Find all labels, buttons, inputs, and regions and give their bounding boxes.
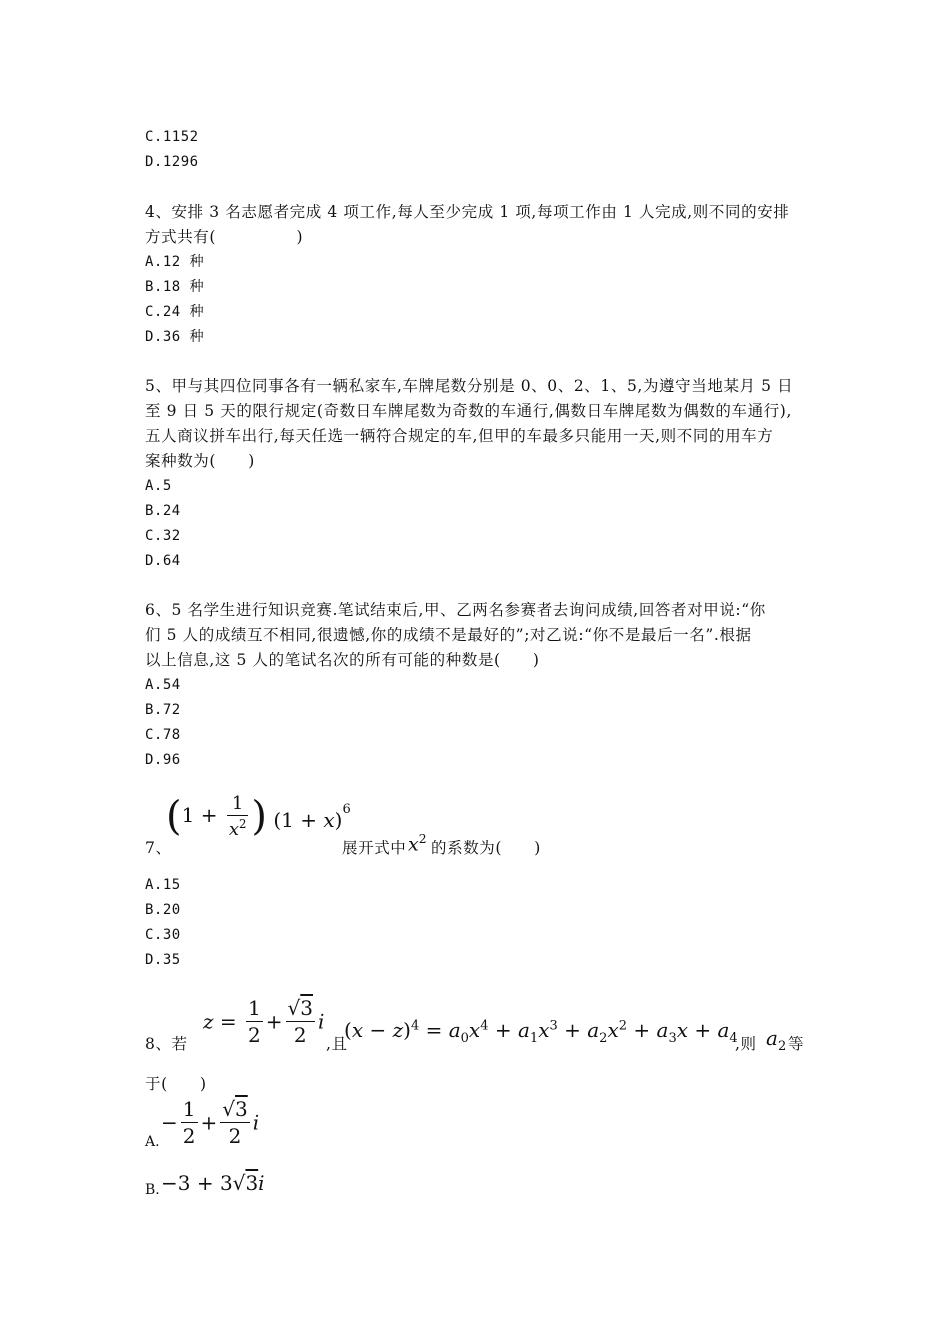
q7-formula: (1 + $\frac{1}{x^2}$ ) $(1 + x)^6$ xyxy=(166,793,351,840)
q8-option-a-label: A. xyxy=(145,1134,160,1150)
q4-option-b: B.18 种 xyxy=(145,279,205,295)
q6-option-d: D.96 xyxy=(145,752,181,768)
q6-text-line2: 们 5 人的成绩互不相同,很遗憾,你的成绩不是最好的”;对乙说:“你不是最后一名”.根据 xyxy=(145,626,752,644)
q6-option-a: A.54 xyxy=(145,677,181,693)
q5-text-line2: 至 9 日 5 天的限行规定(奇数日车牌尾数为奇数的车通行,偶数日车牌尾数为偶数的车通行), xyxy=(145,402,792,420)
q7-option-d: D.35 xyxy=(145,952,181,968)
q7-option-a: A.15 xyxy=(145,877,181,893)
q3-option-d: D.1296 xyxy=(145,154,199,170)
q4-option-d: D.36 种 xyxy=(145,329,205,345)
q7-option-b: B.20 xyxy=(145,902,181,918)
q8-option-b-label: B. xyxy=(145,1182,160,1198)
q3-option-c: C.1152 xyxy=(145,129,199,145)
q5-text-line4: 案种数为( ) xyxy=(145,452,255,470)
q4-option-c: C.24 种 xyxy=(145,304,205,320)
q5-option-c: C.32 xyxy=(145,528,181,544)
q5-text-line1: 5、甲与其四位同事各有一辆私家车,车牌尾数分别是 0、0、2、1、5,为遵守当地某月 5 日 xyxy=(145,377,794,395)
q8-mid: ,且 xyxy=(326,1035,348,1053)
q8-option-a-formula: − $\frac{1}{2}$ + $\frac{√3}{2}$ i xyxy=(161,1097,260,1148)
q5-option-d: D.64 xyxy=(145,553,181,569)
q4-option-a: A.12 种 xyxy=(145,254,205,270)
q7-prefix: 7、 xyxy=(145,839,172,857)
q8-end: 等 xyxy=(788,1035,805,1053)
q8-prefix: 8、若 xyxy=(145,1035,188,1053)
q8-expansion-formula: $(x - z)^4 = a_0x^4 + a_1x^3 + a_2x^2 + a_3x + a_4$ xyxy=(344,1018,738,1046)
q5-text-line3: 五人商议拼车出行,每天任选一辆符合规定的车,但甲的车最多只能用一天,则不同的用车方 xyxy=(145,427,774,445)
q7-suffix-after: 的系数为( ) xyxy=(431,839,541,857)
q6-option-c: C.78 xyxy=(145,727,181,743)
q6-option-b: B.72 xyxy=(145,702,181,718)
q8-z-formula: z = $\frac{1}{2}$ + $\frac{√3}{2}$ i xyxy=(203,996,325,1047)
q7-x-squared: $x^2$ xyxy=(408,832,427,856)
q5-option-b: B.24 xyxy=(145,503,181,519)
q8-option-b-formula: −3 + 3√3i xyxy=(161,1171,265,1195)
q6-text-line1: 6、5 名学生进行知识竞赛.笔试结束后,甲、乙两名参赛者去询问成绩,回答者对甲说:“你 xyxy=(145,601,766,619)
q8-text-line2: 于( ) xyxy=(145,1075,207,1093)
q7-suffix-before: 展开式中 xyxy=(342,839,407,857)
q7-option-c: C.30 xyxy=(145,927,181,943)
q5-option-a: A.5 xyxy=(145,478,172,494)
q6-text-line3: 以上信息,这 5 人的笔试名次的所有可能的种数是( ) xyxy=(145,651,540,669)
q4-text-line1: 4、安排 3 名志愿者完成 4 项工作,每人至少完成 1 项,每项工作由 1 人完成,则不同的安排 xyxy=(145,203,790,221)
q8-then: ,则 xyxy=(735,1035,757,1053)
q4-text-line2: 方式共有( ) xyxy=(145,228,304,246)
q8-a2: $a_2$ xyxy=(766,1026,787,1054)
